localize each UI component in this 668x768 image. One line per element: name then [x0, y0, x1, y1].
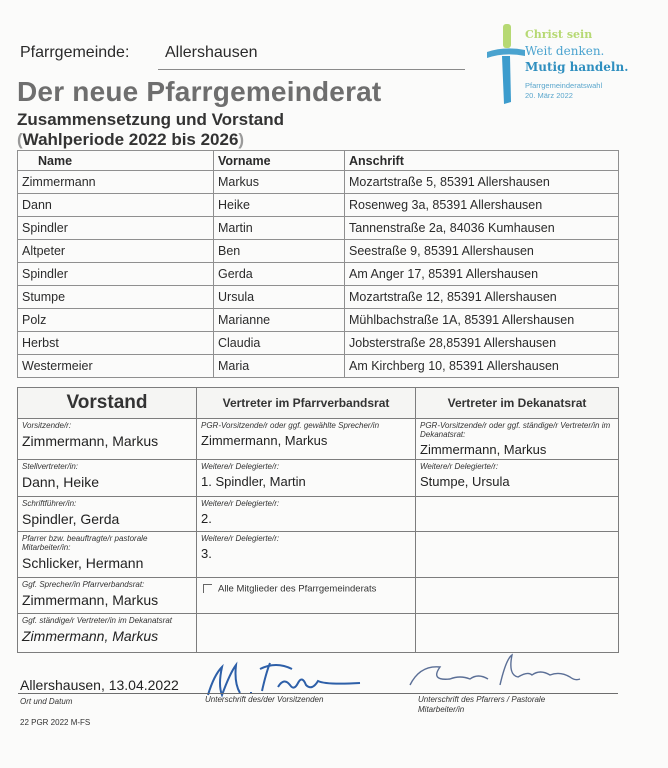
cross-icon [485, 22, 525, 110]
board-row [18, 419, 619, 460]
vorstand-pvr-speaker [18, 578, 197, 614]
field-label: Weitere/r Delegierte/r: [201, 499, 280, 508]
member-firstname: Martin [214, 217, 345, 240]
pvr-delegate-2 [197, 497, 416, 532]
field-value: Dann, Heike [22, 474, 100, 490]
field-label: Weitere/r Delegierte/r: [201, 534, 280, 543]
member-address: Mozartstraße 12, 85391 Allershausen [345, 286, 619, 309]
member-address: Am Kirchberg 10, 85391 Allershausen [345, 355, 619, 378]
col-name: Name [18, 151, 214, 171]
board-table [17, 387, 619, 653]
member-firstname: Ursula [214, 286, 345, 309]
field-value: Zimmermann, Markus [201, 433, 328, 448]
member-address: Am Anger 17, 85391 Allershausen [345, 263, 619, 286]
field-value: Zimmermann, Markus [22, 433, 159, 449]
field-label: Weitere/r Delegierte/r: [420, 462, 499, 471]
member-address: Rosenweg 3a, 85391 Allershausen [345, 194, 619, 217]
parish-label: Pfarrgemeinde: [20, 44, 130, 61]
member-address: Tannenstraße 2a, 84036 Kumhausen [345, 217, 619, 240]
field-label: PGR-Vorsitzende/r oder ggf. gewählte Sprecher/in [201, 421, 380, 430]
field-label: Schriftführer/in: [22, 499, 77, 508]
vorstand-chair [18, 419, 197, 460]
field-label: Vorsitzende/r: [22, 421, 72, 430]
vorstand-pastor [18, 532, 197, 578]
member-name: Zimmermann [18, 171, 214, 194]
field-label: Ggf. Sprecher/in Pfarrverbandsrat: [22, 580, 145, 589]
dr-chair [416, 419, 619, 460]
field-label: Pfarrer bzw. beauftragte/r pastorale Mitarbeiter/in: [22, 534, 148, 552]
board-row [18, 460, 619, 497]
logo-line-4: Pfarrgemeinderatswahl [525, 81, 603, 90]
member-firstname: Ben [214, 240, 345, 263]
table-row [18, 263, 619, 286]
pastor-signature [400, 645, 600, 700]
pvr-all-members [197, 578, 416, 614]
member-firstname: Heike [214, 194, 345, 217]
member-firstname: Markus [214, 171, 345, 194]
page-title: Der neue Pfarrgemeinderat [17, 76, 382, 107]
members-header-row [18, 151, 619, 171]
pvr-delegate-3 [197, 532, 416, 578]
field-value: 1. Spindler, Martin [201, 474, 306, 489]
field-value: Schlicker, Hermann [22, 555, 144, 571]
pvr-delegate-1 [197, 460, 416, 497]
parish-underline [158, 69, 465, 70]
table-row [18, 240, 619, 263]
member-name: Spindler [18, 217, 214, 240]
paren-close: ) [238, 130, 245, 149]
logo-line-1: Christ sein [525, 28, 593, 41]
member-name: Dann [18, 194, 214, 217]
member-name: Stumpe [18, 286, 214, 309]
table-row [18, 309, 619, 332]
board-header-row [18, 388, 619, 419]
header-pfarrverbandsrat: Vertreter im Pfarrverbandsrat [197, 388, 416, 419]
col-firstname: Vorname [214, 151, 345, 171]
member-firstname: Maria [214, 355, 345, 378]
place-date-label: Ort und Datum [20, 697, 73, 706]
election-logo [485, 22, 635, 110]
pvr-empty-cell [197, 614, 416, 653]
table-row [18, 355, 619, 378]
field-label: PGR-Vorsitzende/r oder ggf. ständige/r Vertreter/in im Dekanatsrat: [420, 421, 611, 439]
field-label: Stellvertreter/in: [22, 462, 79, 471]
dr-empty-cell [416, 532, 619, 578]
page-subtitle: Zusammensetzung und Vorstand [17, 110, 284, 129]
member-name: Herbst [18, 332, 214, 355]
pvr-chair [197, 419, 416, 460]
vorstand-secretary [18, 497, 197, 532]
election-period [17, 130, 244, 150]
table-row [18, 217, 619, 240]
board-row [18, 532, 619, 578]
field-value: Spindler, Gerda [22, 511, 120, 527]
paren-open: ( [17, 130, 23, 149]
member-address: Jobsterstraße 28,85391 Allershausen [345, 332, 619, 355]
dr-delegate [416, 460, 619, 497]
pastor-signature-label: Unterschrift des Pfarrers / Pastorale Mitarbeiter/in [418, 695, 546, 714]
field-value: Zimmermann, Markus [22, 592, 159, 608]
member-address: Mühlbachstraße 1A, 85391 Allershausen [345, 309, 619, 332]
member-firstname: Gerda [214, 263, 345, 286]
form-code: 22 PGR 2022 M-FS [20, 718, 91, 727]
all-members-checkbox[interactable] [203, 584, 212, 593]
members-table [17, 150, 619, 378]
table-row [18, 332, 619, 355]
member-name: Spindler [18, 263, 214, 286]
vorstand-deputy [18, 460, 197, 497]
board-row [18, 497, 619, 532]
field-label: Weitere/r Delegierte/r: [201, 462, 280, 471]
place-date: Allershausen, 13.04.2022 [20, 677, 179, 693]
signature-line [18, 693, 618, 694]
board-row [18, 578, 619, 614]
table-row [18, 194, 619, 217]
member-address: Mozartstraße 5, 85391 Allershausen [345, 171, 619, 194]
field-value: 2. [201, 511, 212, 526]
member-name: Polz [18, 309, 214, 332]
parish-value: Allershausen [165, 44, 258, 61]
member-address: Seestraße 9, 85391 Allershausen [345, 240, 619, 263]
field-value: 3. [201, 546, 212, 561]
chair-signature-label: Unterschrift des/der Vorsitzenden [205, 695, 324, 704]
header-vorstand: Vorstand [18, 388, 197, 419]
field-value: Stumpe, Ursula [420, 474, 510, 489]
field-value: Zimmermann, Markus [420, 442, 547, 457]
dr-empty-cell [416, 578, 619, 614]
member-firstname: Claudia [214, 332, 345, 355]
field-value: Zimmermann, Markus [22, 628, 159, 644]
member-name: Westermeier [18, 355, 214, 378]
header-dekanatsrat: Vertreter im Dekanatsrat [416, 388, 619, 419]
col-address: Anschrift [345, 151, 619, 171]
table-row [18, 171, 619, 194]
vorstand-dr-deputy [18, 614, 197, 653]
logo-line-2: Weit denken. [525, 44, 605, 58]
field-label: Ggf. ständige/r Vertreter/in im Dekanatsrat [22, 616, 172, 625]
logo-line-5: 20. März 2022 [525, 91, 573, 100]
member-firstname: Marianne [214, 309, 345, 332]
all-members-label: Alle Mitglieder des Pfarrgemeinderats [218, 583, 377, 595]
member-name: Altpeter [18, 240, 214, 263]
table-row [18, 286, 619, 309]
dr-empty-cell [416, 497, 619, 532]
logo-line-3: Mutig handeln. [525, 60, 629, 74]
election-period-text: Wahlperiode 2022 bis 2026 [22, 130, 239, 149]
